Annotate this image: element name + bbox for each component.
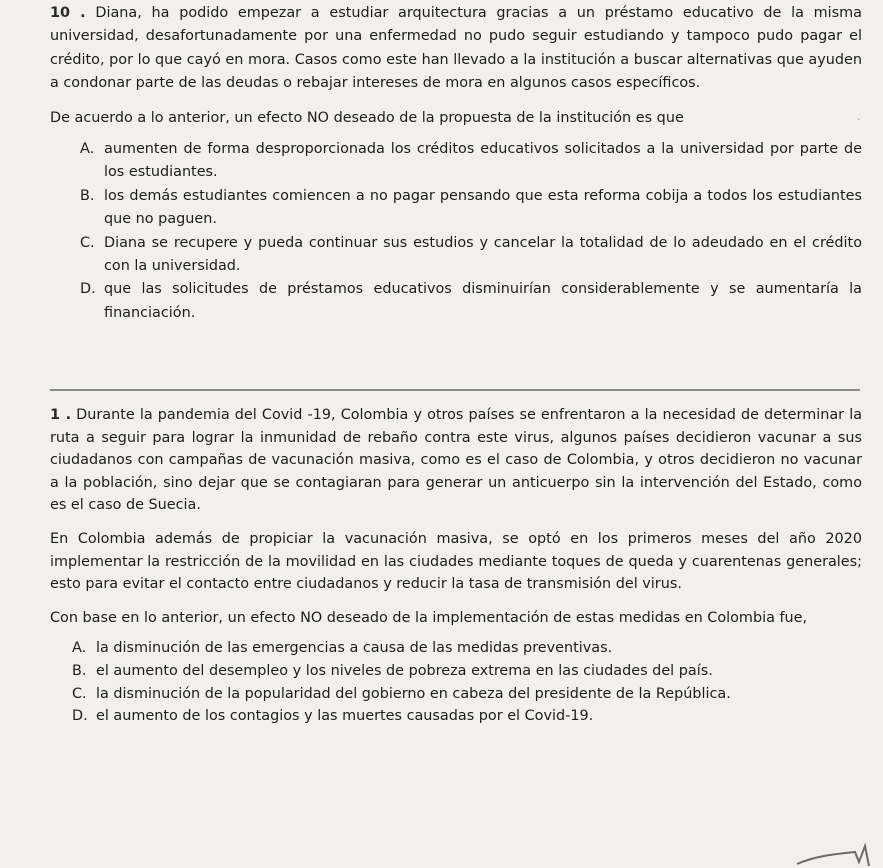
option-text: el aumento del desempleo y los niveles de pobreza extrema en las ciudades del país. (96, 662, 713, 679)
option-d[interactable] (80, 278, 862, 325)
margin-dot: · (856, 112, 861, 128)
question-10-options (80, 138, 862, 325)
question-11-number: 1 . (50, 407, 72, 423)
option-d[interactable] (72, 705, 862, 728)
option-text: Diana se recupere y pueda continuar sus estudios y cancelar la totalidad de lo adeudado en el crédito con la universidad. (104, 234, 862, 275)
question-11-context: En Colombia además de propiciar la vacunación masiva, se optó en los primeros meses del año 2020 implementar la restricción de la movilidad en las ciudades mediante toques de queda y cuarentenas generales; esto para evitar el contacto entre ciudadanos y reducir la tasa de transmisión del virus. (50, 530, 862, 593)
question-11-options (72, 637, 862, 727)
question-11-prompt: Con base en lo anterior, un efecto NO deseado de la implementación de estas medidas en Colombia fue, (50, 609, 808, 626)
question-10-number: 10 . (50, 5, 86, 21)
option-letter: D. (72, 708, 88, 725)
option-text: aumenten de forma desproporcionada los créditos educativos solicitados a la universidad por parte de los estudiantes. (104, 141, 862, 181)
option-letter: A. (72, 640, 87, 657)
option-c[interactable] (80, 232, 862, 279)
option-text: la disminución de las emergencias a causa de las medidas preventivas. (96, 640, 613, 657)
pen-scribble-icon (795, 842, 875, 868)
option-text: los demás estudiantes comiencen a no pagar pensando que esta reforma cobija a todos los estudiantes que no paguen. (104, 187, 862, 228)
option-c[interactable] (72, 683, 862, 706)
option-text: el aumento de los contagios y las muertes causadas por el Covid-19. (96, 708, 594, 725)
option-a[interactable] (72, 637, 862, 660)
option-letter: B. (72, 662, 87, 679)
option-text: que las solicitudes de préstamos educativos disminuirían considerablemente y se aumentaría la financiación. (104, 281, 862, 321)
question-11 (50, 404, 862, 728)
question-10-stem (50, 2, 862, 96)
section-divider (50, 389, 860, 391)
option-letter: C. (72, 685, 87, 702)
question-10-text: Diana, ha podido empezar a estudiar arquitectura gracias a un préstamo educativo de la misma universidad, desafortunadamente por una enfermedad no pudo seguir estudiando y tampoco pudo pagar el crédito, por lo que cayó en mora. Casos como este han llevado a la institución a buscar alternativas que ayuden a condonar parte de las deudas o rebajar intereses de mora en algunos casos específicos. (50, 5, 862, 92)
question-10-prompt: De acuerdo a lo anterior, un efecto NO deseado de la propuesta de la institución es que (50, 109, 684, 126)
option-text: la disminución de la popularidad del gobierno en cabeza del presidente de la República. (96, 685, 731, 702)
question-10 (50, 2, 862, 325)
option-letter: B. (80, 187, 95, 204)
option-b[interactable] (72, 660, 862, 683)
option-letter: C. (80, 234, 95, 251)
option-b[interactable] (80, 185, 862, 232)
question-11-stem (50, 404, 862, 517)
option-letter: A. (80, 141, 95, 158)
question-11-text: Durante la pandemia del Covid -19, Colombia y otros países se enfrentaron a la necesidad de determinar la ruta a seguir para lograr la inmunidad de rebaño contra este virus, algunos países decidieron vacunar a sus ciudadanos con campañas de vacunación masiva, como es el caso de Colombia, y otros decidieron no vacunar a la población, sino dejar que se contagiaran para generar un anticuerpo sin la intervención del Estado, como es el caso de Suecia. (50, 407, 863, 514)
option-letter: D. (80, 281, 96, 298)
option-a[interactable] (80, 138, 862, 185)
